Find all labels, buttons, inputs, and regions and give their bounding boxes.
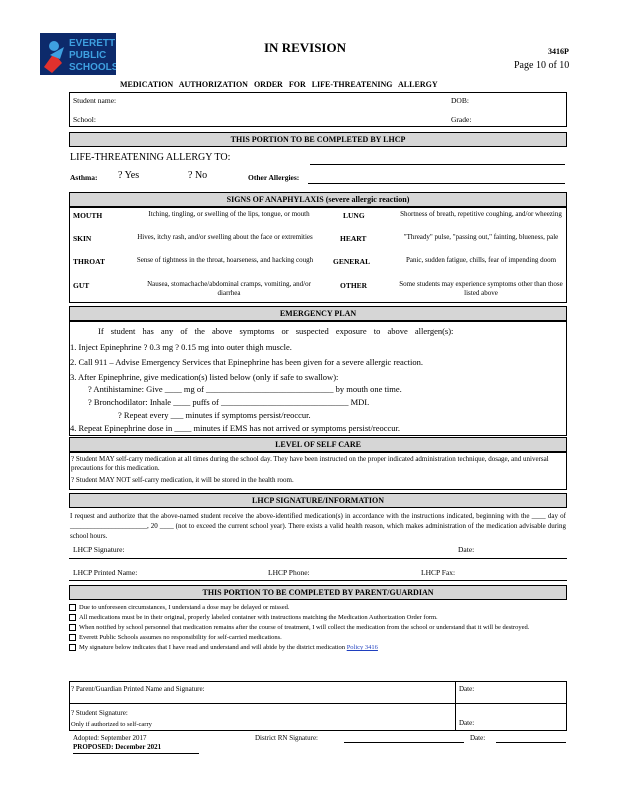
sign-general-label: GENERAL xyxy=(333,257,371,266)
parent-heading: THIS PORTION TO BE COMPLETED BY PARENT/GUARDIAN xyxy=(69,585,567,600)
form-code: 3416P xyxy=(548,47,569,56)
asthma-label: Asthma: xyxy=(70,173,98,182)
district-logo xyxy=(40,33,116,75)
sign-heart-text: "Thready" pulse, "passing out," fainting, blueness, pale xyxy=(403,233,559,241)
student-info-box xyxy=(69,92,567,127)
self-care-may[interactable]: ? Student MAY self-carry medication at all times during the school day. They have been instructed on the proper indicated administration technique, dosage, and universal precautions for this medication. xyxy=(71,455,549,472)
other-allergies-label: Other Allergies: xyxy=(248,173,300,182)
sign-gut-text: Nausea, stomachache/abdominal cramps, vomiting, and/or diarrhea xyxy=(147,280,311,297)
sign-mouth-label: MOUTH xyxy=(73,211,103,220)
asthma-no-option[interactable]: ? No xyxy=(188,170,208,181)
parent-item-5[interactable]: My signature below indicates that I have read and understand and will abide by the district medication Policy 3416 xyxy=(69,644,567,652)
revision-title: IN REVISION xyxy=(264,40,346,55)
parent-item-2[interactable]: All medications must be in their original, properly labeled container with instructions matching the Medication Authorization Order form. xyxy=(69,614,567,622)
lhcp-fax-label: LHCP Fax: xyxy=(421,568,456,577)
emergency-heading: EMERGENCY PLAN xyxy=(69,306,567,321)
emergency-step-2: 2. Call 911 – Advise Emergency Services that Epinephrine has been given for a severe allergic reaction. xyxy=(70,357,423,367)
grade-label: Grade: xyxy=(451,115,472,124)
sign-gut-label: GUT xyxy=(73,281,90,290)
adopted-date: Adopted: September 2017 xyxy=(73,734,147,742)
form-title: MEDICATION AUTHORIZATION ORDER FOR LIFE-THREATENING ALLERGY xyxy=(120,80,438,89)
repeat-line: ? Repeat every ___ minutes if symptoms persist/reoccur. xyxy=(118,410,311,420)
sign-mouth-text: Itching, tingling, or swelling of the lips, tongue, or mouth xyxy=(148,210,310,218)
footer-date-label: Date: xyxy=(470,734,486,742)
sign-throat-text: Sense of tightness in the throat, hoarseness, and hacking cough xyxy=(136,256,314,264)
sign-general-text: Panic, sudden fatigue, chills, fear of impending doom xyxy=(405,256,557,264)
emergency-intro: If student has any of the above symptoms or suspected exposure to above allergen(s): xyxy=(98,326,454,336)
emergency-step-3: 3. After Epinephrine, give medication(s) listed below (only if safe to swallow): xyxy=(70,372,339,382)
page-number: Page 10 of 10 xyxy=(514,60,570,71)
asthma-yes-option[interactable]: ? Yes xyxy=(118,170,140,181)
lhcp-signature-heading: LHCP SIGNATURE/INFORMATION xyxy=(69,493,567,508)
dob-label: DOB: xyxy=(451,96,469,105)
sign-throat-label: THROAT xyxy=(73,257,105,266)
sign-heart-label: HEART xyxy=(340,234,367,243)
bronchodilator-line: ? Bronchodilator: Inhale ____ puffs of ______________________________ MDI. xyxy=(88,397,370,407)
lhcp-printed-name-label: LHCP Printed Name: xyxy=(73,568,138,577)
allergy-label: LIFE-THREATENING ALLERGY TO: xyxy=(70,152,231,163)
antihistamine-line: ? Antihistamine: Give ____ mg of ______________________________ by mouth one time. xyxy=(88,384,402,394)
sign-lung-label: LUNG xyxy=(343,211,365,220)
parent-items xyxy=(69,604,567,652)
emergency-step-1: 1. Inject Epinephrine ? 0.3 mg ? 0.15 mg into outer thigh muscle. xyxy=(70,342,292,352)
student-signature-note: Only if authorized to self-carry xyxy=(71,721,152,728)
logo-line-2: PUBLIC xyxy=(69,50,107,61)
sign-other-text: Some students may experience symptoms other than those listed above xyxy=(399,280,563,297)
proposed-date: PROPOSED: December 2021 xyxy=(73,743,162,751)
parent-item-3[interactable]: When notified by school personnel that medication remains after the course of treatment, I will collect the medication from the school or understand that it will be destroyed. xyxy=(69,624,567,632)
logo-line-3: SCHOOLS xyxy=(69,62,116,73)
sign-other-label: OTHER xyxy=(340,281,368,290)
student-signature-label: ? Student Signature: xyxy=(71,709,128,717)
student-date-label: Date: xyxy=(459,719,475,727)
parent-item-1[interactable]: Due to unforeseen circumstances, I understand a dose may be delayed or missed. xyxy=(69,604,567,612)
sign-skin-label: SKIN xyxy=(73,234,92,243)
self-care-may-not[interactable]: ? Student MAY NOT self-carry medication, it will be stored in the health room. xyxy=(71,476,294,484)
lhcp-date-label: Date: xyxy=(458,545,475,554)
lhcp-authorization-text: I request and authorize that the above-named student receive the above-identified medication(s) in accordance with the instructions indicated, beginning with the ____ day of ______________________, 20 ____ (not to exceed the current school year). There exists a valid health reason, which makes administration of the medication advisable during school hours. xyxy=(70,512,566,540)
emergency-step-4: 4. Repeat Epinephrine dose in ____ minutes if EMS has not arrived or symptoms persist/reoccur. xyxy=(70,423,401,433)
policy-link[interactable]: Policy 3416 xyxy=(346,644,378,651)
student-name-label: Student name: xyxy=(73,96,117,105)
self-care-heading: LEVEL OF SELF CARE xyxy=(69,437,567,452)
lhcp-phone-label: LHCP Phone: xyxy=(268,568,310,577)
parent-date-label: Date: xyxy=(459,685,475,693)
district-rn-signature-label: District RN Signature: xyxy=(255,734,318,742)
signs-heading: SIGNS OF ANAPHYLAXIS (severe allergic reaction) xyxy=(69,192,567,207)
lhcp-section-heading: THIS PORTION TO BE COMPLETED BY LHCP xyxy=(69,132,567,147)
sign-skin-text: Hives, itchy rash, and/or swelling about the face or extremities xyxy=(137,233,313,241)
parent-signature-label: ? Parent/Guardian Printed Name and Signature: xyxy=(71,685,205,693)
sign-lung-text: Shortness of breath, repetitive coughing, and/or wheezing xyxy=(400,210,562,218)
logo-line-1: EVERETT xyxy=(69,38,116,49)
lhcp-signature-label: LHCP Signature: xyxy=(73,545,125,554)
parent-item-4[interactable]: Everett Public Schools assumes no responsibility for self-carried medications. xyxy=(69,634,567,642)
school-label: School: xyxy=(73,115,96,124)
